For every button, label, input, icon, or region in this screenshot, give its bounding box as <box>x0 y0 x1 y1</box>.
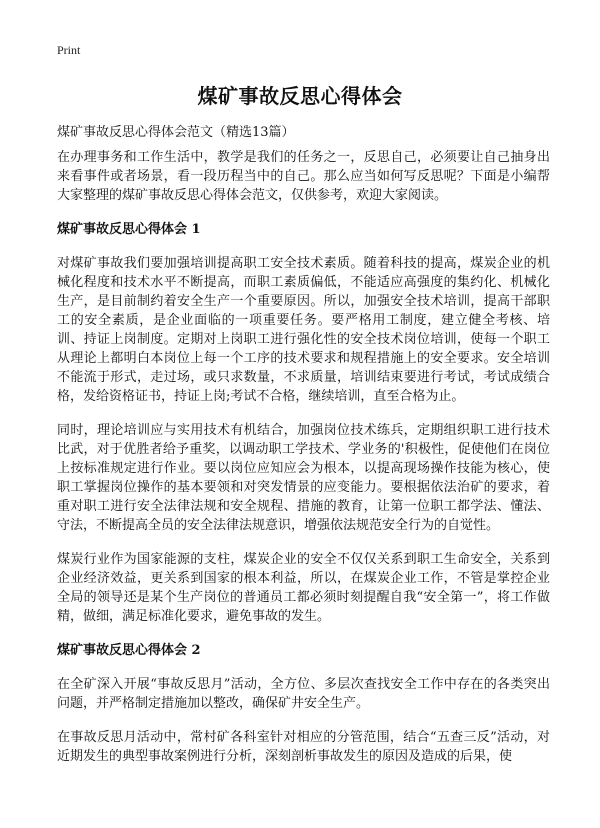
document-subtitle: 煤矿事故反思心得体会范文（精选13篇） <box>57 125 295 140</box>
section-heading-2: 煤矿事故反思心得体会 2 <box>57 643 201 658</box>
article-body <box>57 148 550 781</box>
section-2-paragraph-1: 在全矿深入开展“事故反思月”活动，全方位、多层次查找安全工作中存在的各类突出问题，并严格制定措施加以整改，确保矿井安全生产。 <box>57 677 550 711</box>
intro-paragraph: 在办理事务和工作生活中，教学是我们的任务之一，反思自己，必须要让自己抽身出来看事件或者场景，看一段历程当中的自己。那么应当如何写反思呢？下面是小编帮大家整理的煤矿事故反思心得体会范文，仅供参考，欢迎大家阅读。 <box>57 150 550 203</box>
print-link[interactable]: Print <box>57 43 81 57</box>
section-1-paragraph-3: 煤炭行业作为国家能源的支柱，煤炭企业的安全不仅仅关系到职工生命安全，关系到企业经济效益，更关系到国家的根本利益，所以，在煤炭企业工作，不管是掌控企业全局的领导还是某个生产岗位的普通员工都必须时刻提醒自我“安全第一”，将工作做精，做细，满足标准化要求，避免事故的发生。 <box>57 552 550 624</box>
section-heading-1: 煤矿事故反思心得体会 1 <box>57 222 201 237</box>
section-1-paragraph-1: 对煤矿事故我们要加强培训提高职工安全技术素质。随着科技的提高，煤炭企业的机械化程度和技术水平不断提高，而职工素质偏低，不能适应高强度的集约化、机械化生产，是目前制约着安全生产一个重要原因。所以，加强安全技术培训，提高干部职工的安全素质，是企业面临的一项重要任务。要严格用工制度，建立健全考核、培训、持证上岗制度。定期对上岗职工进行强化性的安全技术岗位培训，使每一个职工从理论上都明白本岗位上每一个工序的技术要求和规程措施上的安全要求。安全培训不能流于形式，走过场，或只求数量，不求质量，培训结束要进行考试，考试成绩合格，发给资格证书，持证上岗;考试不合格，继续培训，直至合格为止。 <box>57 256 550 404</box>
page-title: 煤矿事故反思心得体会 <box>197 84 403 108</box>
section-1-paragraph-2: 同时，理论培训应与实用技术有机结合，加强岗位技术练兵，定期组织职工进行技术比武，对于优胜者给予重奖，以调动职工学技术、学业务的'积极性，促使他们在岗位上按标准规定进行作业。要以岗位应知应会为根本，以提高现场操作技能为核心，使职工掌握岗位操作的基本要领和对突发情景的应变能力。要根据依法治矿的要求，着重对职工进行安全法律法规和安全规程、措施的教育，让第一位职工都学法、懂法、守法，不断提高全员的安全法律法规意识，增强依法规范安全行为的自觉性。 <box>57 423 550 533</box>
section-2-paragraph-2: 在事故反思月活动中，常村矿各科室针对相应的分管范围，结合“五查三反”活动，对近期发生的典型事故案例进行分析，深刻剖析事故发生的原因及造成的后果，使 <box>57 730 550 764</box>
